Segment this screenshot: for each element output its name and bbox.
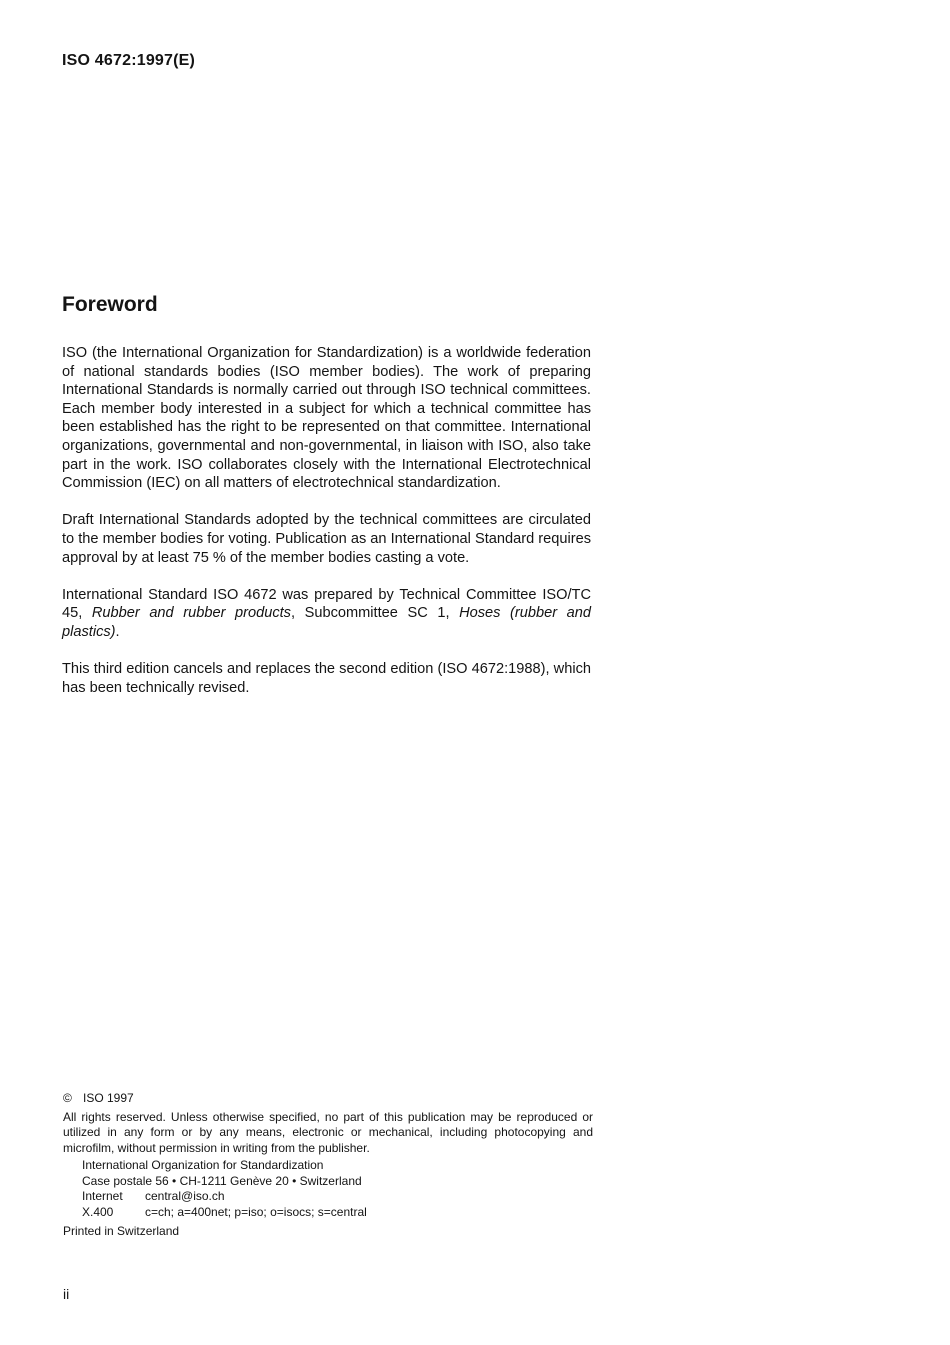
copyright-line <box>63 1091 593 1107</box>
copyright-year: ISO 1997 <box>83 1091 134 1105</box>
x400-label: X.400 <box>82 1204 114 1219</box>
org-name: International Organization for Standardization <box>82 1158 324 1172</box>
x400-value: c=ch; a=400net; p=iso; o=isocs; s=central <box>145 1204 367 1219</box>
committee-title: Rubber and rubber products <box>91 605 291 622</box>
copyright-symbol: © <box>63 1091 72 1105</box>
rights-notice: All rights reserved. Unless otherwise specified, no part of this publication may be reproduced or utilized in any form or by any means, electronic or mechanical, including photocopying and microfilm, without permission in writing from the publisher. <box>63 1109 593 1155</box>
foreword-body <box>62 344 591 697</box>
printed-in: Printed in Switzerland <box>63 1224 180 1238</box>
p3-text-a: International Standard ISO 4672 was prepared by Technical Committee ISO/TC 45, <box>62 586 591 622</box>
internet-value: central@iso.ch <box>145 1189 225 1203</box>
foreword-paragraph-1: ISO (the International Organization for Standardization) is a worldwide federation of national standards bodies (ISO member bodies). The work of preparing International Standards is normally carried out through ISO technical committees. Each member body interested in a subject for which a technical committee has been established has the right to be represented on that committee. International organizations, governmental and non-governmental, in liaison with ISO, also take part in the work. ISO collaborates closely with the International Electrotechnical Commission (IEC) on all matters of electrotechnical standardization. <box>62 345 591 492</box>
document-id: ISO 4672:1997(E) <box>62 52 196 69</box>
p3-text-c: , Subcommittee SC 1, <box>290 605 460 622</box>
foreword-paragraph-3 <box>62 586 591 642</box>
foreword-heading: Foreword <box>62 293 158 316</box>
foreword-paragraph-4: This third edition cancels and replaces the second edition (ISO 4672:1988), which has been technically revised. <box>62 661 591 696</box>
postal-address: Case postale 56 • CH-1211 Genève 20 • Switzerland <box>82 1173 362 1188</box>
publisher-address <box>63 1158 593 1220</box>
page-number: ii <box>63 1286 70 1302</box>
internet-row <box>82 1189 593 1205</box>
subcommittee-title: Hoses (rubber and plastics) <box>62 605 591 640</box>
x400-row <box>82 1205 593 1221</box>
foreword-paragraph-2: Draft International Standards adopted by the technical committees are circulated to the member bodies for voting. Publication as an International Standard requires approval by at least 75 % of the member bodies casting a vote. <box>62 512 591 566</box>
internet-label: Internet <box>82 1189 123 1203</box>
p3-text-e: . <box>115 623 120 640</box>
copyright-block <box>63 1091 593 1240</box>
